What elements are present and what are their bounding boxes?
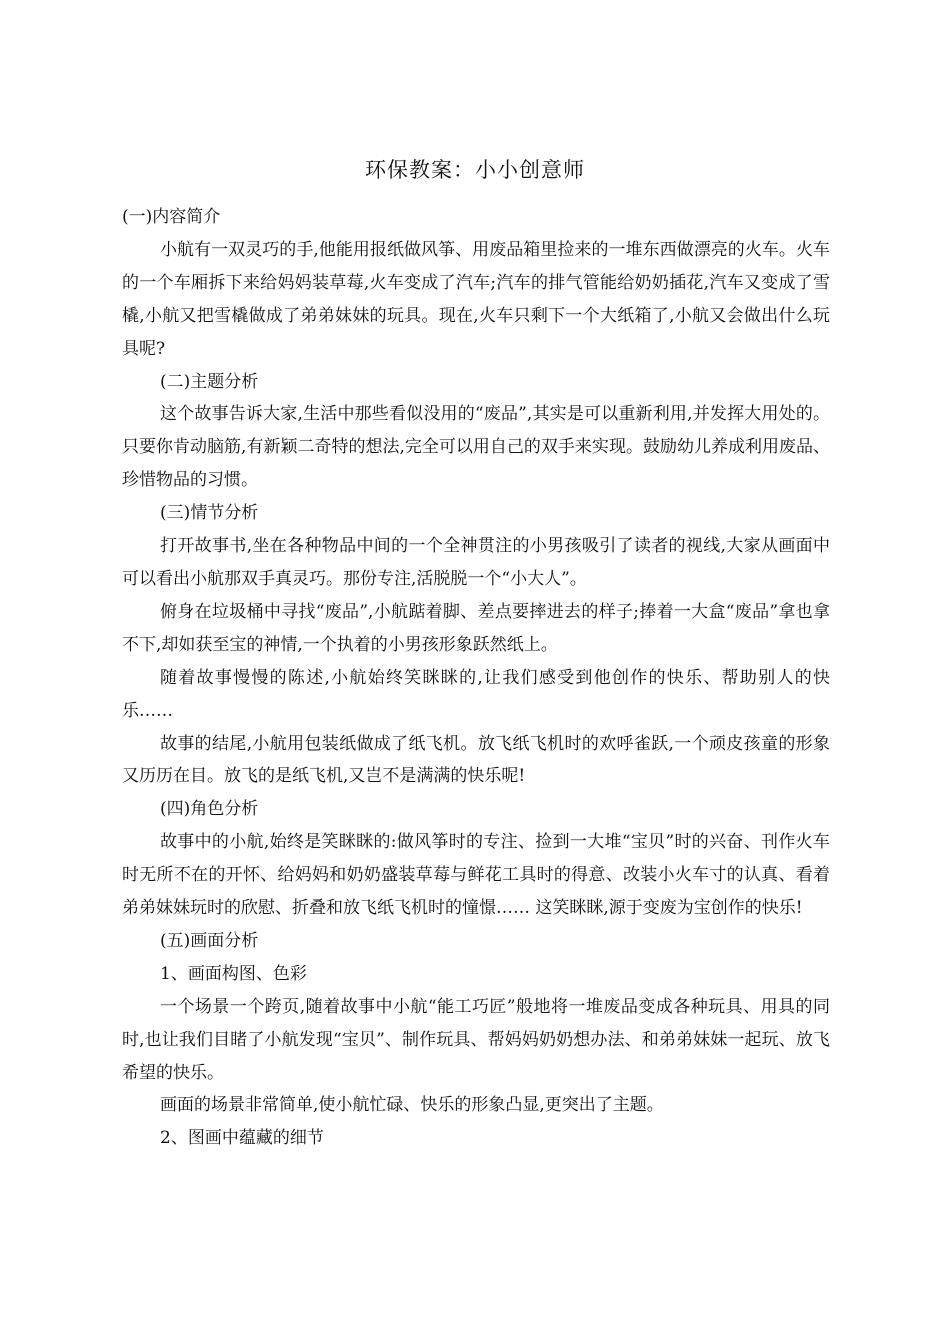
document-body [122,201,830,1155]
section-heading-character: (四)角色分析 [160,799,259,820]
section-heading-plot: (三)情节分析 [160,503,259,524]
subheading-details: 2、图画中蕴藏的细节 [160,1128,324,1149]
paragraph-composition-2: 画面的场景非常简单,使小航忙碌、快乐的形象凸显,更突出了主题。 [160,1095,664,1116]
page-title: 环保教案：小小创意师 [365,158,585,182]
paragraph-plot-2: 俯身在垃圾桶中寻找“废品”,小航踮着脚、差点要摔进去的样子;捧着一大盒“废品”拿也拿不下,却如获至宝的神情,一个执着的小男孩形象跃然纸上。 [122,601,830,655]
paragraph-plot-1: 打开故事书,坐在各种物品中间的一个全神贯注的小男孩吸引了读者的视线,大家从画面中可以看出小航那双手真灵巧。那份专注,活脱脱一个“小大人”。 [122,536,830,589]
paragraph-theme: 这个故事告诉大家,生活中那些看似没用的“废品”,其实是可以重新利用,并发挥大用处的。只要你肯动脑筋,有新颖二奇特的想法,完全可以用自己的双手来实现。鼓励幼儿养成利用废品、珍惜物品的习惯。 [122,404,830,491]
paragraph-intro: 小航有一双灵巧的手,他能用报纸做风筝、用废品箱里捡来的一堆东西做漂亮的火车。火车的一个车厢拆下来给妈妈装草莓,火车变成了汽车;汽车的排气管能给奶奶插花,汽车又变成了雪橇,小航又把雪橇做成了弟弟妹妹的玩具。现在,火车只剩下一个大纸箱了,小航又会做出什么玩具呢? [122,239,830,359]
paragraph-plot-3: 随着故事慢慢的陈述,小航始终笑眯眯的,让我们感受到他创作的快乐、帮助别人的快乐…… [122,667,830,721]
paragraph-plot-4: 故事的结尾,小航用包装纸做成了纸飞机。放飞纸飞机时的欢呼雀跃,一个顽皮孩童的形象又历历在目。放飞的是纸飞机,又岂不是满满的快乐呢! [122,733,830,787]
section-heading-theme: (二)主题分析 [160,371,259,392]
paragraph-composition-1: 一个场景一个跨页,随着故事中小航“能工巧匠”般地将一堆废品变成各种玩具、用具的同时,也让我们目睹了小航发现“宝贝”、制作玩具、帮妈妈奶奶想办法、和弟弟妹妹一起玩、放飞希望的快乐。 [122,996,830,1083]
subheading-composition: 1、画面构图、色彩 [160,963,307,984]
paragraph-character: 故事中的小航,始终是笑眯眯的:做风筝时的专注、捡到一大堆“宝贝”时的兴奋、刊作火车时无所不在的开怀、给妈妈和奶奶盛装草莓与鲜花工具时的得意、改装小火车寸的认真、看着弟弟妹妹玩时的欣慰、折叠和放飞纸飞机时的憧憬…… 这笑眯眯,源于变废为宝创作的快乐! [122,832,830,919]
section-heading-intro: (一)内容简介 [122,207,221,227]
section-heading-illustration: (五)画面分析 [160,930,259,951]
